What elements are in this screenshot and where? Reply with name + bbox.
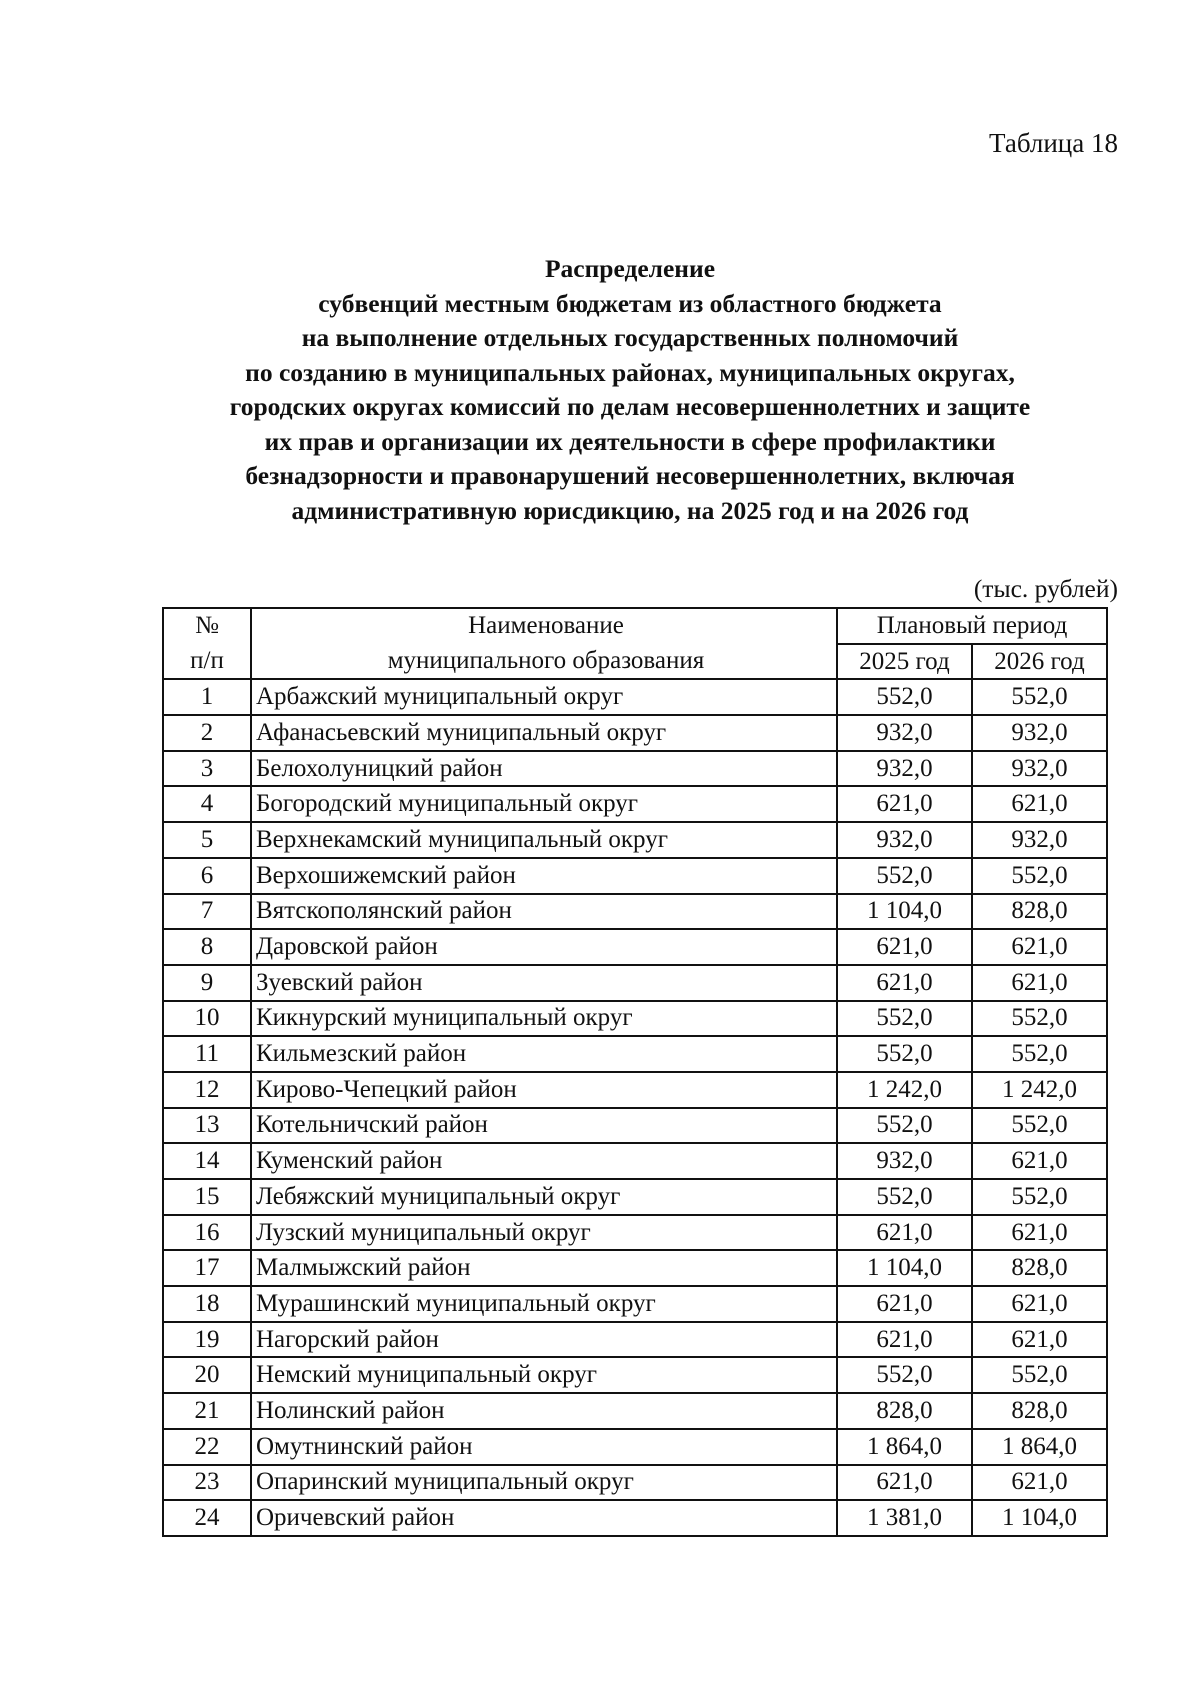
row-value-2025: 621,0 bbox=[837, 1215, 972, 1251]
row-value-2025: 621,0 bbox=[837, 1465, 972, 1501]
row-value-2026: 552,0 bbox=[972, 1179, 1107, 1215]
table-row bbox=[163, 894, 1107, 930]
row-value-2025: 621,0 bbox=[837, 786, 972, 822]
row-number: 18 bbox=[163, 1286, 251, 1322]
row-value-2026: 1 104,0 bbox=[972, 1500, 1107, 1536]
row-value-2026: 621,0 bbox=[972, 929, 1107, 965]
row-number: 22 bbox=[163, 1429, 251, 1465]
row-number: 4 bbox=[163, 786, 251, 822]
row-name: Куменский район bbox=[251, 1143, 837, 1179]
row-value-2025: 1 242,0 bbox=[837, 1072, 972, 1108]
row-value-2026: 932,0 bbox=[972, 715, 1107, 751]
row-value-2026: 552,0 bbox=[972, 1036, 1107, 1072]
row-value-2025: 552,0 bbox=[837, 858, 972, 894]
row-value-2026: 621,0 bbox=[972, 1322, 1107, 1358]
title-line: безнадзорности и правонарушений несовершеннолетних, включая bbox=[245, 461, 1015, 490]
row-value-2025: 932,0 bbox=[837, 822, 972, 858]
subvention-table bbox=[162, 607, 1108, 1537]
row-name: Нагорский район bbox=[251, 1322, 837, 1358]
row-value-2026: 828,0 bbox=[972, 1250, 1107, 1286]
row-value-2025: 552,0 bbox=[837, 1036, 972, 1072]
table-row bbox=[163, 1429, 1107, 1465]
row-value-2025: 552,0 bbox=[837, 1357, 972, 1393]
row-name: Котельничский район bbox=[251, 1108, 837, 1144]
row-number: 17 bbox=[163, 1250, 251, 1286]
row-name: Даровской район bbox=[251, 929, 837, 965]
row-number: 6 bbox=[163, 858, 251, 894]
row-value-2025: 1 864,0 bbox=[837, 1429, 972, 1465]
table-row bbox=[163, 1179, 1107, 1215]
row-value-2026: 552,0 bbox=[972, 679, 1107, 715]
row-value-2026: 932,0 bbox=[972, 751, 1107, 787]
row-name: Оричевский район bbox=[251, 1500, 837, 1536]
row-value-2026: 1 864,0 bbox=[972, 1429, 1107, 1465]
table-row bbox=[163, 965, 1107, 1001]
row-number: 14 bbox=[163, 1143, 251, 1179]
table-row bbox=[163, 822, 1107, 858]
header-year-2026: 2026 год bbox=[972, 644, 1107, 680]
row-name: Богородский муниципальный округ bbox=[251, 786, 837, 822]
table-row bbox=[163, 1215, 1107, 1251]
row-number: 20 bbox=[163, 1357, 251, 1393]
table-row bbox=[163, 786, 1107, 822]
table-row bbox=[163, 1500, 1107, 1536]
row-name: Верхошижемский район bbox=[251, 858, 837, 894]
row-name: Нолинский район bbox=[251, 1393, 837, 1429]
row-value-2025: 552,0 bbox=[837, 1179, 972, 1215]
row-value-2025: 828,0 bbox=[837, 1393, 972, 1429]
row-name: Кирово-Чепецкий район bbox=[251, 1072, 837, 1108]
table-row bbox=[163, 1393, 1107, 1429]
header-year-2025: 2025 год bbox=[837, 644, 972, 680]
row-value-2026: 621,0 bbox=[972, 786, 1107, 822]
row-value-2025: 621,0 bbox=[837, 929, 972, 965]
row-value-2025: 621,0 bbox=[837, 965, 972, 1001]
title-line: субвенций местным бюджетам из областного бюджета bbox=[318, 288, 942, 318]
row-number: 12 bbox=[163, 1072, 251, 1108]
row-value-2025: 932,0 bbox=[837, 751, 972, 787]
row-value-2026: 828,0 bbox=[972, 1393, 1107, 1429]
row-number: 23 bbox=[163, 1465, 251, 1501]
row-name: Омутнинский район bbox=[251, 1429, 837, 1465]
row-name: Малмыжский район bbox=[251, 1250, 837, 1286]
table-row bbox=[163, 1001, 1107, 1037]
row-value-2026: 552,0 bbox=[972, 1357, 1107, 1393]
header-name: Наименование bbox=[251, 608, 837, 644]
title-line: административную юрисдикцию, на 2025 год и на 2026 год bbox=[291, 495, 969, 525]
row-number: 9 bbox=[163, 965, 251, 1001]
row-name: Кикнурский муниципальный округ bbox=[251, 1001, 837, 1037]
row-value-2026: 621,0 bbox=[972, 965, 1107, 1001]
document-title bbox=[150, 252, 1110, 528]
table-row bbox=[163, 1465, 1107, 1501]
row-name: Лебяжский муниципальный округ bbox=[251, 1179, 837, 1215]
row-name: Арбажский муниципальный округ bbox=[251, 679, 837, 715]
row-name: Верхнекамский муниципальный округ bbox=[251, 822, 837, 858]
row-value-2026: 552,0 bbox=[972, 858, 1107, 894]
header-num-sub: п/п bbox=[163, 644, 251, 680]
row-value-2025: 932,0 bbox=[837, 1143, 972, 1179]
row-value-2026: 828,0 bbox=[972, 894, 1107, 930]
row-value-2025: 621,0 bbox=[837, 1286, 972, 1322]
row-number: 13 bbox=[163, 1108, 251, 1144]
row-number: 7 bbox=[163, 894, 251, 930]
row-name: Зуевский район bbox=[251, 965, 837, 1001]
table-row bbox=[163, 1108, 1107, 1144]
row-value-2026: 621,0 bbox=[972, 1215, 1107, 1251]
row-value-2025: 932,0 bbox=[837, 715, 972, 751]
row-value-2025: 552,0 bbox=[837, 1108, 972, 1144]
row-value-2026: 621,0 bbox=[972, 1286, 1107, 1322]
title-line: по созданию в муниципальных районах, муниципальных округах, bbox=[245, 357, 1015, 387]
row-number: 3 bbox=[163, 751, 251, 787]
table-header-row bbox=[163, 644, 1107, 680]
table-row bbox=[163, 715, 1107, 751]
table-row bbox=[163, 929, 1107, 965]
table-header-row bbox=[163, 608, 1107, 644]
row-value-2026: 932,0 bbox=[972, 822, 1107, 858]
table-number: Таблица 18 bbox=[989, 128, 1118, 158]
table-row bbox=[163, 1250, 1107, 1286]
row-value-2026: 1 242,0 bbox=[972, 1072, 1107, 1108]
row-value-2025: 1 104,0 bbox=[837, 1250, 972, 1286]
row-value-2026: 552,0 bbox=[972, 1108, 1107, 1144]
row-value-2026: 621,0 bbox=[972, 1465, 1107, 1501]
row-value-2026: 552,0 bbox=[972, 1001, 1107, 1037]
table-row bbox=[163, 1357, 1107, 1393]
row-number: 8 bbox=[163, 929, 251, 965]
row-number: 2 bbox=[163, 715, 251, 751]
row-name: Немский муниципальный округ bbox=[251, 1357, 837, 1393]
table-row bbox=[163, 751, 1107, 787]
table-row bbox=[163, 1286, 1107, 1322]
title-line: их прав и организации их деятельности в сфере профилактики bbox=[264, 426, 996, 456]
header-period: Плановый период bbox=[837, 608, 1107, 644]
row-number: 10 bbox=[163, 1001, 251, 1037]
row-value-2025: 621,0 bbox=[837, 1322, 972, 1358]
row-name: Мурашинский муниципальный округ bbox=[251, 1286, 837, 1322]
title-line: на выполнение отдельных государственных полномочий bbox=[301, 323, 959, 352]
row-name: Лузский муниципальный округ bbox=[251, 1215, 837, 1251]
row-number: 1 bbox=[163, 679, 251, 715]
table-body bbox=[163, 679, 1107, 1536]
row-value-2025: 1 104,0 bbox=[837, 894, 972, 930]
header-name-sub: муниципального образования bbox=[251, 644, 837, 680]
table-row bbox=[163, 1322, 1107, 1358]
row-number: 16 bbox=[163, 1215, 251, 1251]
table-row bbox=[163, 1143, 1107, 1179]
row-number: 24 bbox=[163, 1500, 251, 1536]
row-number: 15 bbox=[163, 1179, 251, 1215]
row-name: Белохолуницкий район bbox=[251, 751, 837, 787]
row-name: Афанасьевский муниципальный округ bbox=[251, 715, 837, 751]
row-number: 21 bbox=[163, 1393, 251, 1429]
table-row bbox=[163, 1072, 1107, 1108]
title-line: городских округах комиссий по делам несовершеннолетних и защите bbox=[229, 392, 1031, 421]
row-number: 11 bbox=[163, 1036, 251, 1072]
table-row bbox=[163, 679, 1107, 715]
table-row bbox=[163, 858, 1107, 894]
units-label: (тыс. рублей) bbox=[973, 574, 1118, 603]
row-value-2025: 552,0 bbox=[837, 679, 972, 715]
row-value-2025: 1 381,0 bbox=[837, 1500, 972, 1536]
table-row bbox=[163, 1036, 1107, 1072]
row-name: Вятскополянский район bbox=[251, 894, 837, 930]
row-name: Опаринский муниципальный округ bbox=[251, 1465, 837, 1501]
row-value-2026: 621,0 bbox=[972, 1143, 1107, 1179]
row-value-2025: 552,0 bbox=[837, 1001, 972, 1037]
row-number: 5 bbox=[163, 822, 251, 858]
row-name: Кильмезский район bbox=[251, 1036, 837, 1072]
row-number: 19 bbox=[163, 1322, 251, 1358]
header-num: № bbox=[163, 608, 251, 644]
title-line: Распределение bbox=[544, 254, 716, 283]
